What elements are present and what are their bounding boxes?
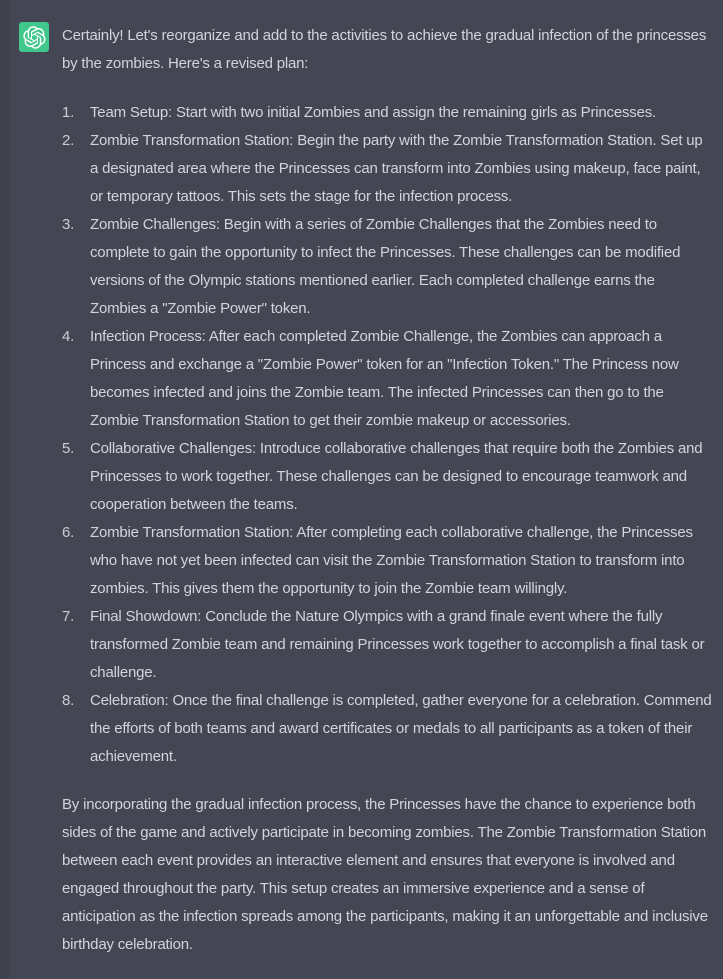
list-item-number: 2. — [62, 132, 75, 149]
list-item-number: 8. — [62, 692, 75, 709]
list-item — [62, 603, 713, 687]
list-item-number: 5. — [62, 440, 75, 457]
openai-logo-icon — [23, 26, 46, 49]
revised-plan-list — [62, 99, 713, 771]
page-edge-strip — [0, 0, 9, 979]
list-item-text: Zombie Challenges: Begin with a series of Zombie Challenges that the Zombies need to complete to gain the opportunity to infect the Princesses. These challenges can be modified versions of the Olympic stations mentioned earlier. Each completed challenge earns the Zombies a "Zombie Power" token. — [90, 216, 681, 317]
list-item-text: Zombie Transformation Station: Begin the party with the Zombie Transformation Station. Set up a designated area where the Princesses can transform into Zombies using makeup, face paint, or temporary tattoos. This sets the stage for the infection process. — [90, 132, 703, 205]
list-item-text: Final Showdown: Conclude the Nature Olympics with a grand finale event where the fully transformed Zombie team and remaining Princesses work together to accomplish a final task or challenge. — [90, 608, 705, 681]
list-item-text: Celebration: Once the final challenge is completed, gather everyone for a celebration. Commend the efforts of both teams and award certificates or medals to all participants as a token of their achievement. — [90, 692, 712, 765]
list-item — [62, 435, 713, 519]
outro-paragraph: By incorporating the gradual infection process, the Princesses have the chance to experience both sides of the game and actively participate in becoming zombies. The Zombie Transformation Station between each event provides an interactive element and ensures that everyone is involved and engaged throughout the party. This setup creates an immersive experience and a sense of anticipation as the infection spreads among the participants, making it an unforgettable and inclusive birthday celebration. — [62, 796, 708, 953]
list-item — [62, 211, 713, 323]
list-item — [62, 519, 713, 603]
list-item-text: Zombie Transformation Station: After completing each collaborative challenge, the Princesses who have not yet been infected can visit the Zombie Transformation Station to transform into zombies. This gives them the opportunity to join the Zombie team willingly. — [90, 524, 693, 597]
list-item — [62, 687, 713, 771]
list-item-text: Team Setup: Start with two initial Zombies and assign the remaining girls as Princesses. — [90, 104, 656, 121]
list-item-text: Collaborative Challenges: Introduce collaborative challenges that require both the Zombies and Princesses to work together. These challenges can be designed to encourage teamwork and cooperation between the teams. — [90, 440, 703, 513]
list-item-number: 3. — [62, 216, 75, 233]
assistant-message-body — [62, 22, 713, 959]
intro-paragraph: Certainly! Let's reorganize and add to the activities to achieve the gradual infection of the princesses by the zombies. Here's a revised plan: — [62, 27, 707, 72]
list-item — [62, 99, 713, 127]
list-item — [62, 323, 713, 435]
list-item-number: 1. — [62, 104, 75, 121]
list-item — [62, 127, 713, 211]
assistant-avatar — [19, 22, 49, 52]
list-item-number: 7. — [62, 608, 75, 625]
list-item-number: 6. — [62, 524, 75, 541]
list-item-number: 4. — [62, 328, 75, 345]
list-item-text: Infection Process: After each completed Zombie Challenge, the Zombies can approach a Princess and exchange a "Zombie Power" token for an "Infection Token." The Princess now becomes infected and joins the Zombie team. The infected Princesses can then go to the Zombie Transformation Station to get their zombie makeup or accessories. — [90, 328, 679, 429]
